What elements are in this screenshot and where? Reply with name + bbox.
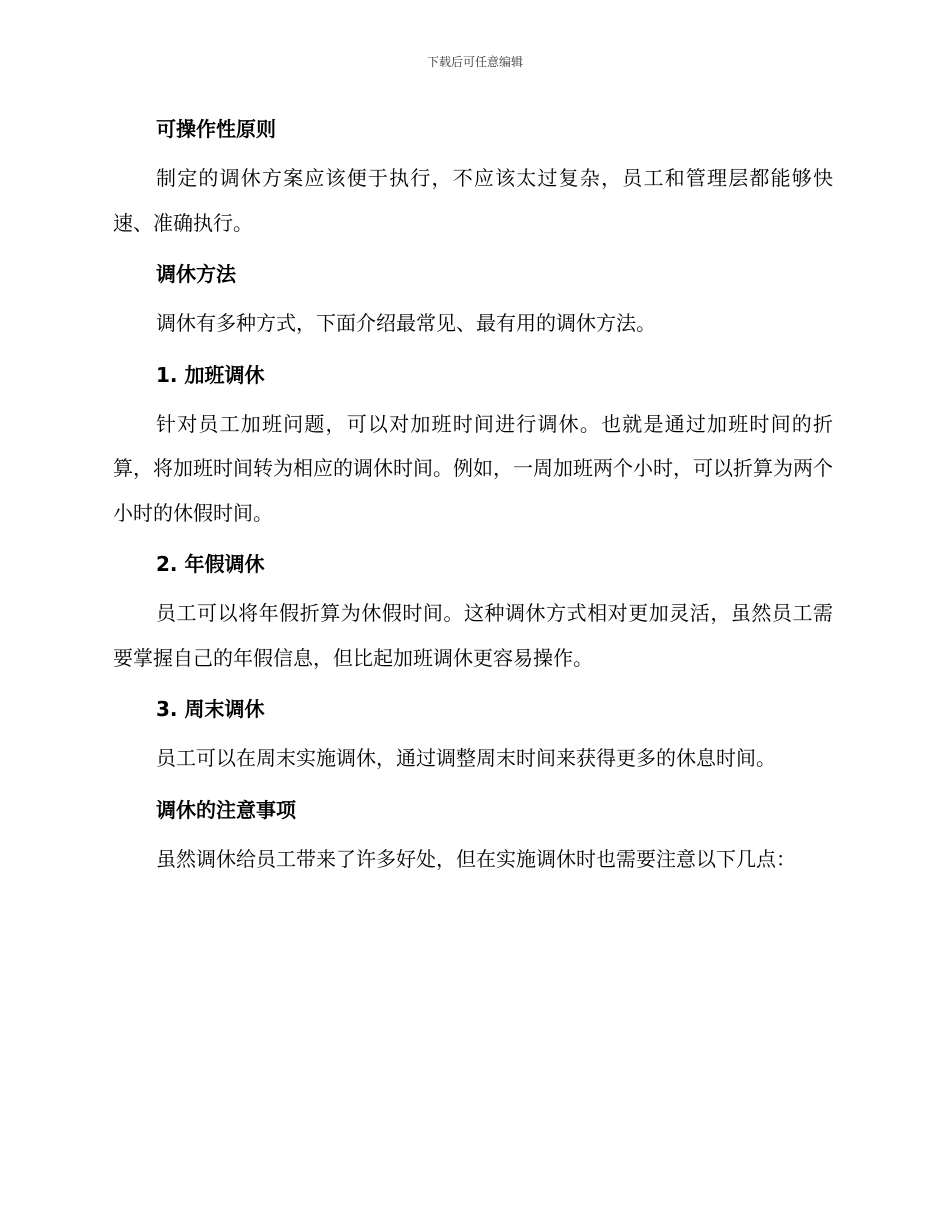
section-heading-annual-leave: 2. 年假调休 <box>156 552 265 576</box>
paragraph-weekend: 员工可以在周末实施调休，通过调整周末时间来获得更多的休息时间。 <box>156 746 776 770</box>
section-heading-methods: 调休方法 <box>156 262 236 286</box>
paragraph-precautions: 虽然调休给员工带来了许多好处，但在实施调休时也需要注意以下几点： <box>156 846 796 871</box>
section-heading-weekend: 3. 周末调休 <box>156 697 265 721</box>
section-heading-overtime: 1. 加班调休 <box>156 362 265 387</box>
section-heading-operability: 可操作性原则 <box>156 117 276 141</box>
paragraph-overtime: 针对员工加班问题，可以对加班时间进行调休。也就是通过加班时间的折算，将加班时间转为相应的调休时间。例如，一周加班两个小时，可以折算为两个小时的休假时间。 <box>113 411 833 525</box>
document-body <box>113 112 833 881</box>
paragraph-operability: 制定的调休方案应该便于执行，不应该太过复杂，员工和管理层都能够快速、准确执行。 <box>113 166 833 235</box>
paragraph-annual-leave: 员工可以将年假折算为休假时间。这种调休方式相对更加灵活，虽然员工需要掌握自己的年假信息，但比起加班调休更容易操作。 <box>113 601 833 670</box>
section-heading-precautions: 调休的注意事项 <box>156 797 296 822</box>
paragraph-methods-intro: 调休有多种方式，下面介绍最常见、最有用的调休方法。 <box>156 311 656 335</box>
page-header: 下载后可任意编辑 <box>426 55 523 69</box>
